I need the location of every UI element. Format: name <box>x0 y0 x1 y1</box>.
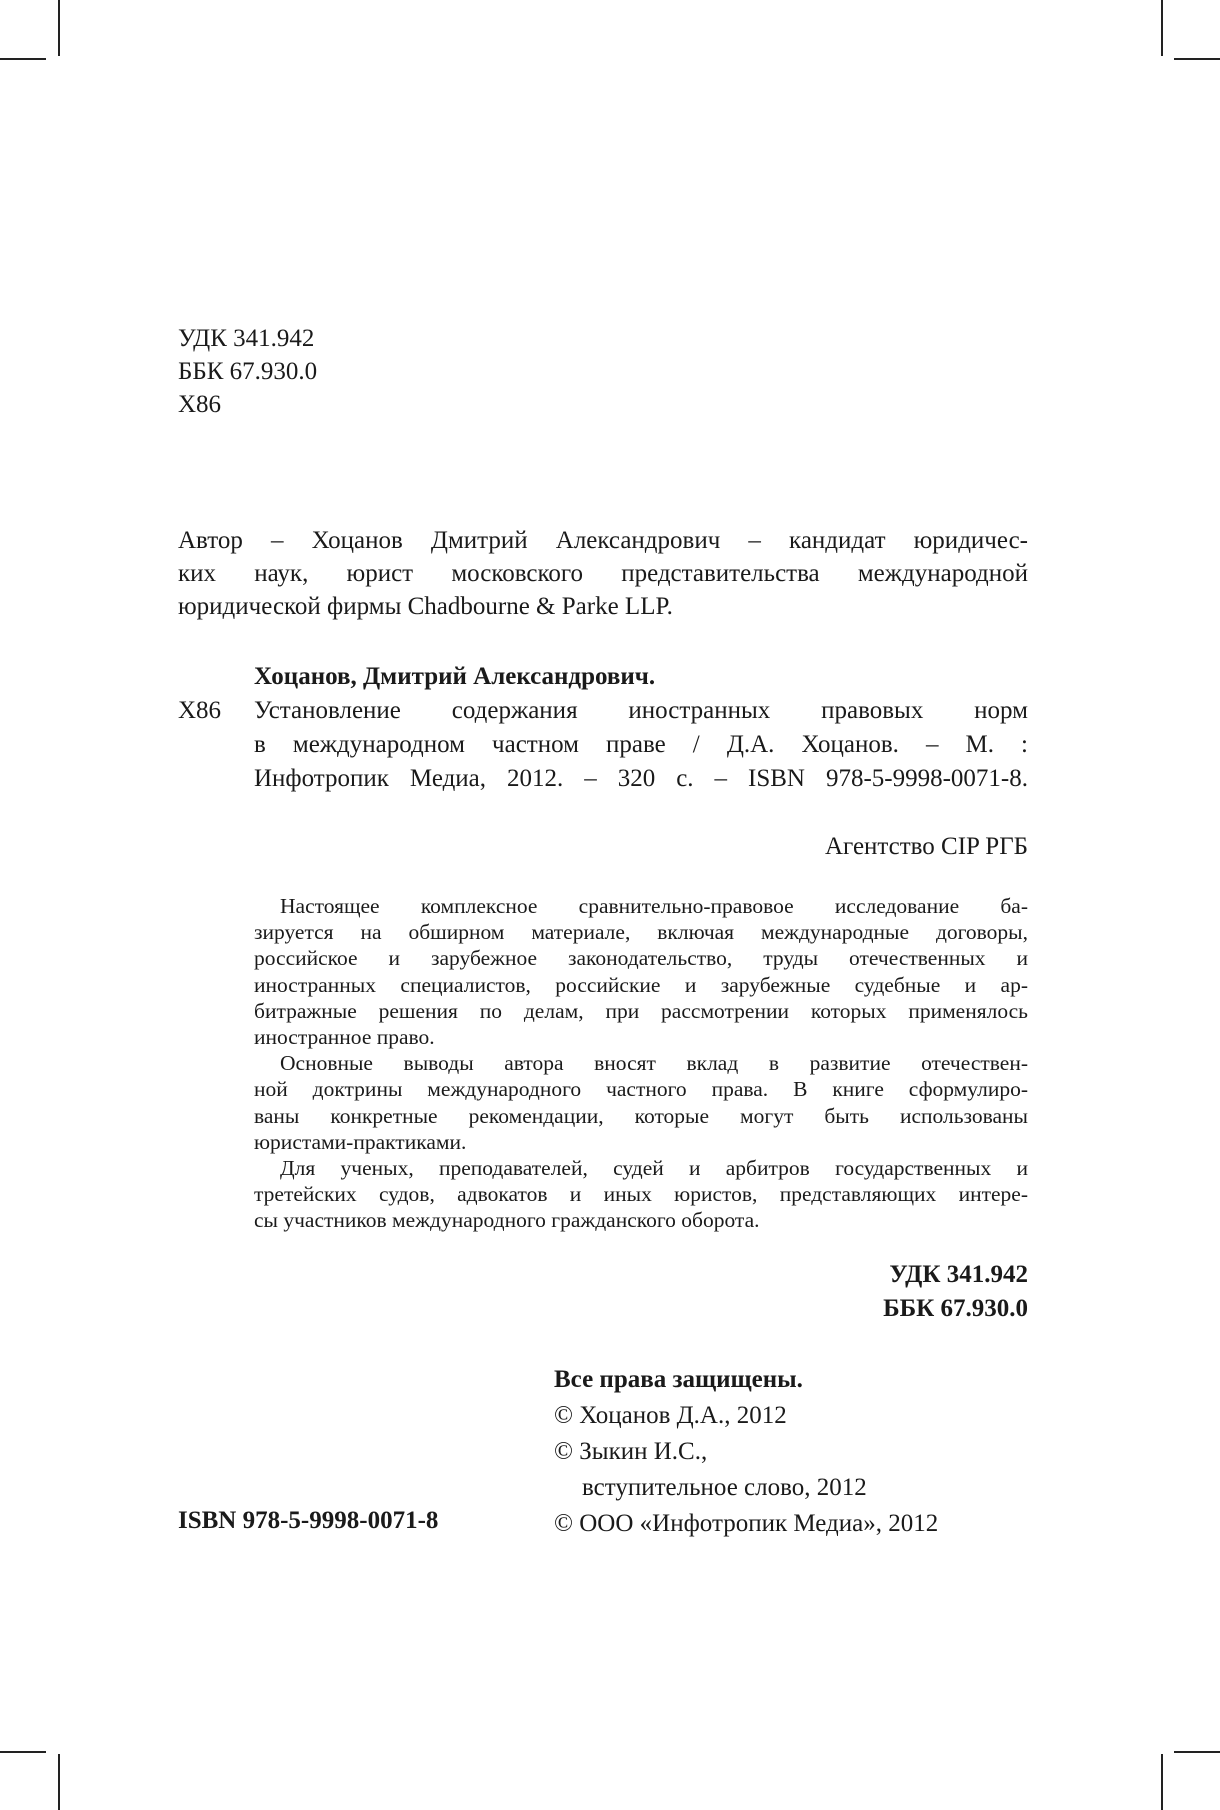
annotation-line: зируется на обширном материале, включая международные договоры, <box>254 920 1028 945</box>
annotation-line: третейских судов, адвокатов и иных юристов, представляющих интере- <box>254 1182 1028 1207</box>
copyright-line: © ООО «Инфотропик Медиа», 2012 <box>554 1510 939 1537</box>
author-note <box>178 524 1028 623</box>
catalog-line: Инфотропик Медиа, 2012. – 320 с. – ISBN 978-5-9998-0071-8. <box>254 765 1028 792</box>
author-mark: Х86 <box>178 391 222 418</box>
copyright-line-continuation: вступительное слово, 2012 <box>582 1474 867 1501</box>
annotation-line: ной доктрины международного частного права. В книге сформулиро- <box>254 1077 1028 1102</box>
catalog-description <box>254 694 1028 796</box>
bbk-code-bold: ББК 67.930.0 <box>883 1295 1028 1322</box>
catalog-line: Установление содержания иностранных правовых норм <box>254 697 1028 724</box>
annotation-line: юристами-практиками. <box>254 1129 467 1154</box>
udk-code-bold: УДК 341.942 <box>889 1261 1028 1288</box>
catalog-author-mark: Х86 <box>178 697 222 724</box>
annotation-line: Для ученых, преподавателей, судей и арбитров государственных и <box>280 1156 1028 1181</box>
crop-mark <box>1174 1751 1220 1753</box>
catalog-heading: Хоцанов, Дмитрий Александрович. <box>254 663 656 690</box>
isbn: ISBN 978-5-9998-0071-8 <box>178 1507 439 1534</box>
copyright-line: © Зыкин И.С., <box>554 1438 708 1465</box>
crop-mark <box>0 58 46 60</box>
udk-code: УДК 341.942 <box>178 325 315 352</box>
rights-reserved: Все права защищены. <box>554 1366 803 1393</box>
crop-mark <box>1174 58 1220 60</box>
bbk-code: ББК 67.930.0 <box>178 358 318 385</box>
annotation-line: иностранных специалистов, российские и зарубежные судебные и ар- <box>254 972 1028 997</box>
author-note-line: ких наук, юрист московского представительства международной <box>178 560 1028 587</box>
crop-mark <box>1161 0 1163 56</box>
crop-mark <box>58 1754 60 1810</box>
author-note-line: Автор – Хоцанов Дмитрий Александрович – кандидат юридичес- <box>178 527 1028 554</box>
annotation-line: Основные выводы автора вносят вклад в развитие отечествен- <box>280 1051 1028 1076</box>
cip-agency: Агентство CIP РГБ <box>824 833 1028 860</box>
copyright-block <box>554 1362 938 1542</box>
author-note-line: юридической фирмы Chadbourne & Parke LLP. <box>178 593 673 620</box>
crop-mark <box>1161 1754 1163 1810</box>
crop-mark <box>58 0 60 56</box>
copyright-line: © Хоцанов Д.А., 2012 <box>554 1402 787 1429</box>
catalog-line: в международном частном праве / Д.А. Хоцанов. – М. : <box>254 731 1028 758</box>
annotation-line: иностранное право. <box>254 1025 435 1050</box>
annotation-line: ваны конкретные рекомендации, которые могут быть использованы <box>254 1103 1028 1128</box>
annotation-line: Настоящее комплексное сравнительно-правовое исследование ба- <box>280 894 1028 918</box>
annotation-line: российское и зарубежное законодательство, труды отечественных и <box>254 946 1028 971</box>
crop-mark <box>0 1751 46 1753</box>
classification-codes-bottom <box>883 1258 1028 1326</box>
annotation-line: сы участников международного гражданского оборота. <box>254 1208 760 1233</box>
annotation <box>254 893 1028 1234</box>
annotation-line: битражные решения по делам, при рассмотрении которых применялось <box>254 998 1028 1023</box>
classification-codes-top <box>178 322 317 421</box>
